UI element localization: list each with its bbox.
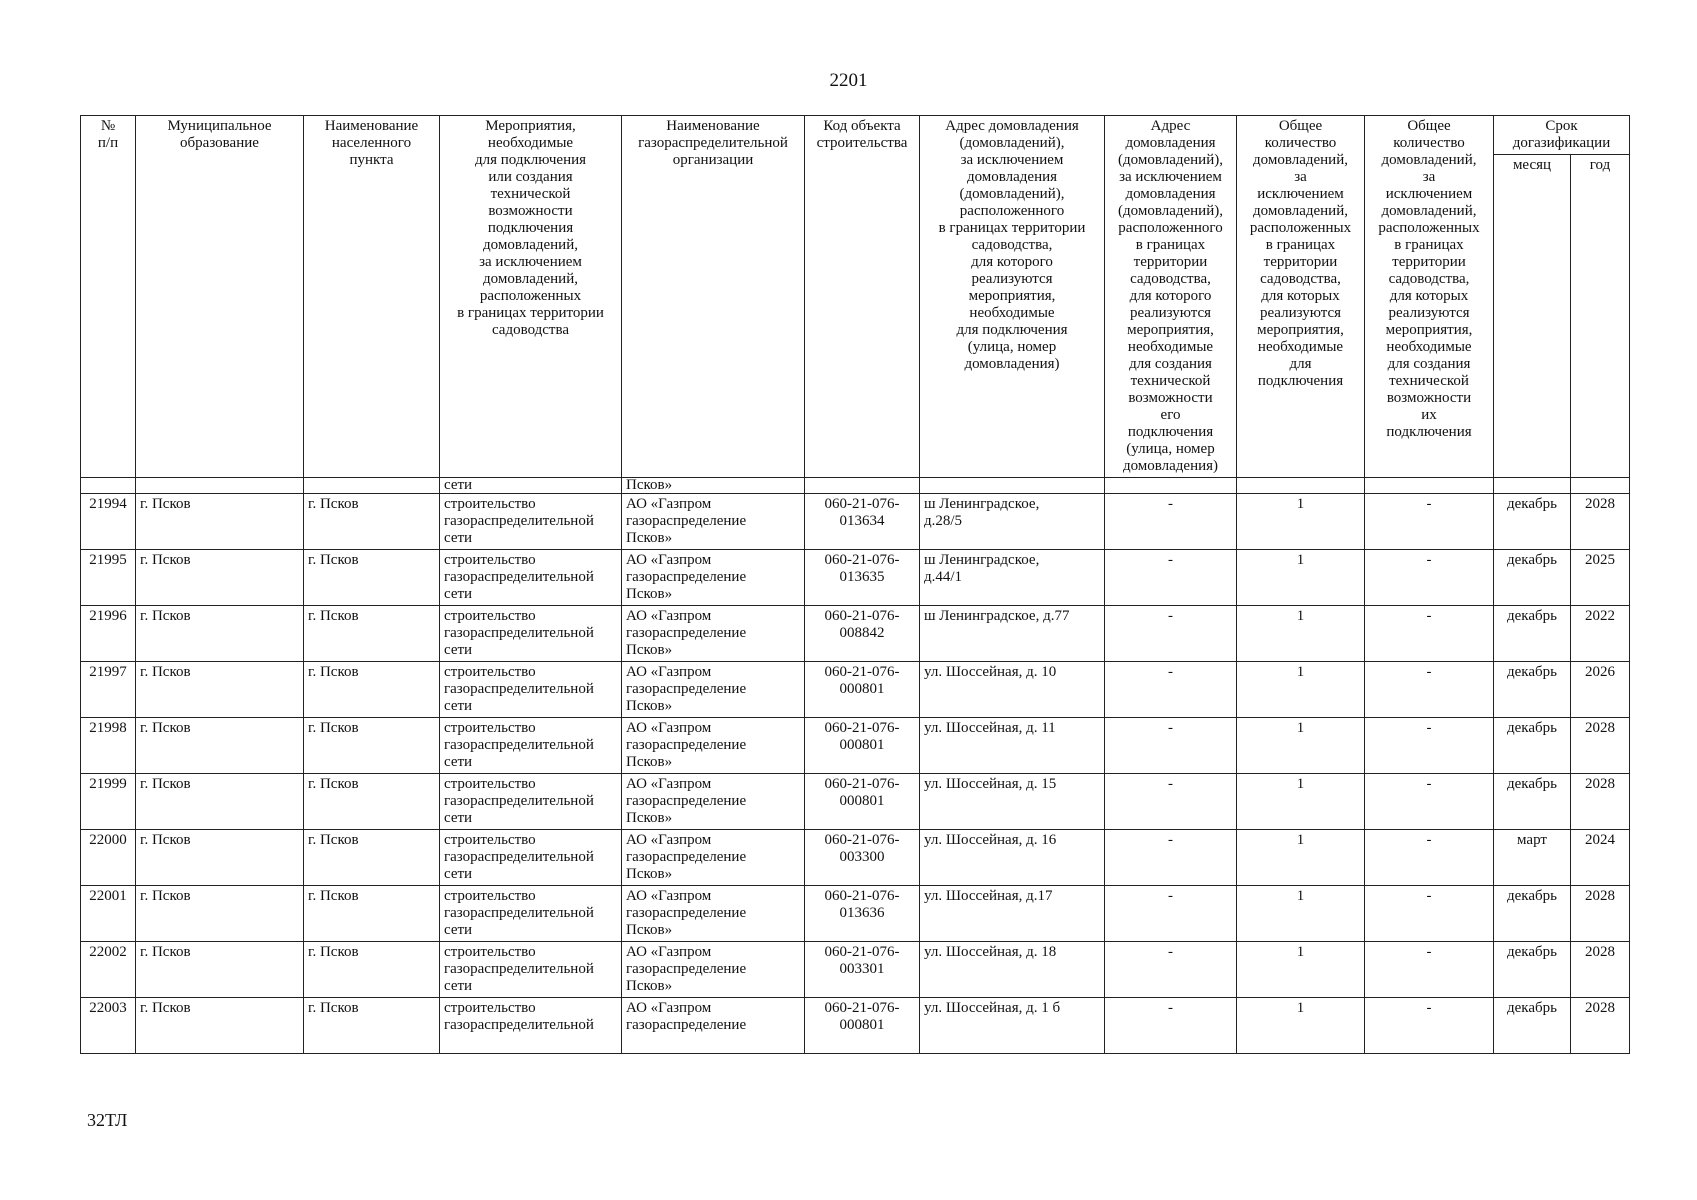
object-code-cell: 060-21-076- 003301	[805, 942, 920, 998]
deadline-month-cell: март	[1494, 830, 1571, 886]
row-number: 22000	[81, 830, 136, 886]
object-code-cell: 060-21-076- 013635	[805, 550, 920, 606]
address-cell: ул. Шоссейная, д. 16	[920, 830, 1105, 886]
total-tech-cell: -	[1365, 494, 1494, 550]
deadline-year-cell: 2028	[1571, 998, 1630, 1054]
object-code-cell: 060-21-076- 000801	[805, 774, 920, 830]
table-row	[81, 774, 1630, 830]
address-cell: ул. Шоссейная, д. 11	[920, 718, 1105, 774]
total-connect-cell: 1	[1237, 718, 1365, 774]
row-number: 22001	[81, 886, 136, 942]
deadline-year-cell: 2028	[1571, 718, 1630, 774]
settlement-cell: г. Псков	[304, 662, 440, 718]
object-code-cell: 060-21-076- 000801	[805, 718, 920, 774]
object-code-cell: 060-21-076- 013636	[805, 886, 920, 942]
gas-org-cell: АО «Газпром газораспределение Псков»	[622, 942, 805, 998]
address-cell: ш Ленинградское, д.28/5	[920, 494, 1105, 550]
measures-cell: строительство газораспределительной сети	[440, 886, 622, 942]
table-row	[81, 998, 1630, 1054]
total-connect-cell: 1	[1237, 606, 1365, 662]
table-row	[81, 830, 1630, 886]
table-row	[81, 942, 1630, 998]
gas-org-cell: АО «Газпром газораспределение Псков»	[622, 550, 805, 606]
settlement-cell: г. Псков	[304, 998, 440, 1054]
total-connect-cell: 1	[1237, 886, 1365, 942]
total-tech-cell: -	[1365, 942, 1494, 998]
address-cell: ул. Шоссейная, д. 18	[920, 942, 1105, 998]
gas-org-cell: АО «Газпром газораспределение Псков»	[622, 774, 805, 830]
municipality-cell: г. Псков	[136, 606, 304, 662]
measures-cell: строительство газораспределительной сети	[440, 774, 622, 830]
header-address: Адрес домовладения (домовладений), за исключением домовладения (домовладений), расположенного в границах территории садоводства, для которого реализуются мероприятия, необходимые для подключения (улица, номер домовладения)	[920, 116, 1105, 478]
measures-cell: строительство газораспределительной сети	[440, 606, 622, 662]
table-row	[81, 718, 1630, 774]
address-garden-cell: -	[1105, 606, 1237, 662]
address-garden-cell: -	[1105, 774, 1237, 830]
total-tech-cell: -	[1365, 550, 1494, 606]
header-measures: Мероприятия, необходимые для подключения или создания технической возможности подключения домовладений, за исключением домовладений, расположенных в границах территории садоводства	[440, 116, 622, 478]
total-connect-cell: 1	[1237, 662, 1365, 718]
total-tech-cell: -	[1365, 998, 1494, 1054]
measures-cell: строительство газораспределительной	[440, 998, 622, 1054]
gas-org-cell: АО «Газпром газораспределение Псков»	[622, 606, 805, 662]
gasification-table	[80, 115, 1630, 1054]
settlement-cell: г. Псков	[304, 774, 440, 830]
address-garden-cell: -	[1105, 998, 1237, 1054]
settlement-cell: г. Псков	[304, 830, 440, 886]
deadline-year-cell: 2024	[1571, 830, 1630, 886]
footer-code: 32ТЛ	[87, 1110, 128, 1130]
settlement-cell: г. Псков	[304, 718, 440, 774]
object-code-cell: 060-21-076- 008842	[805, 606, 920, 662]
measures-cell: строительство газораспределительной сети	[440, 494, 622, 550]
deadline-month-cell: декабрь	[1494, 774, 1571, 830]
gas-org-cell: АО «Газпром газораспределение	[622, 998, 805, 1054]
municipality-cell: г. Псков	[136, 550, 304, 606]
header-deadline: Срок догазификации	[1494, 116, 1630, 155]
total-connect-cell: 1	[1237, 550, 1365, 606]
row-number: 22003	[81, 998, 136, 1054]
deadline-month-cell: декабрь	[1494, 886, 1571, 942]
deadline-year-cell: 2026	[1571, 662, 1630, 718]
continuation-measures: сети	[440, 478, 622, 494]
measures-cell: строительство газораспределительной сети	[440, 662, 622, 718]
deadline-year-cell: 2028	[1571, 774, 1630, 830]
municipality-cell: г. Псков	[136, 662, 304, 718]
continuation-row	[81, 478, 1630, 494]
object-code-cell: 060-21-076- 000801	[805, 662, 920, 718]
address-cell: ул. Шоссейная, д.17	[920, 886, 1105, 942]
header-settlement: Наименование населенного пункта	[304, 116, 440, 478]
total-tech-cell: -	[1365, 718, 1494, 774]
municipality-cell: г. Псков	[136, 998, 304, 1054]
object-code-cell: 060-21-076- 000801	[805, 998, 920, 1054]
table-row	[81, 886, 1630, 942]
settlement-cell: г. Псков	[304, 494, 440, 550]
address-garden-cell: -	[1105, 942, 1237, 998]
header-gas-org: Наименование газораспределительной организации	[622, 116, 805, 478]
row-number: 21996	[81, 606, 136, 662]
deadline-month-cell: декабрь	[1494, 550, 1571, 606]
row-number: 21995	[81, 550, 136, 606]
header-municipality: Муниципальное образование	[136, 116, 304, 478]
header-address-garden: Адрес домовладения (домовладений), за исключением домовладения (домовладений), расположенного в границах территории садоводства, для которого реализуются мероприятия, необходимые для создания технической возможности его подключения (улица, номер домовладения)	[1105, 116, 1237, 478]
header-total-tech: Общее количество домовладений, за исключением домовладений, расположенных в границах территории садоводства, для которых реализуются мероприятия, необходимые для создания технической возможности их подключения	[1365, 116, 1494, 478]
deadline-month-cell: декабрь	[1494, 606, 1571, 662]
row-number: 21997	[81, 662, 136, 718]
gas-org-cell: АО «Газпром газораспределение Псков»	[622, 494, 805, 550]
table-row	[81, 662, 1630, 718]
table-row	[81, 606, 1630, 662]
municipality-cell: г. Псков	[136, 830, 304, 886]
deadline-month-cell: декабрь	[1494, 942, 1571, 998]
total-connect-cell: 1	[1237, 494, 1365, 550]
gas-org-cell: АО «Газпром газораспределение Псков»	[622, 662, 805, 718]
deadline-month-cell: декабрь	[1494, 718, 1571, 774]
total-tech-cell: -	[1365, 774, 1494, 830]
deadline-year-cell: 2028	[1571, 942, 1630, 998]
gas-org-cell: АО «Газпром газораспределение Псков»	[622, 886, 805, 942]
continuation-gas-org: Псков»	[622, 478, 805, 494]
municipality-cell: г. Псков	[136, 942, 304, 998]
deadline-month-cell: декабрь	[1494, 998, 1571, 1054]
object-code-cell: 060-21-076- 003300	[805, 830, 920, 886]
page-number: 2201	[829, 70, 868, 91]
settlement-cell: г. Псков	[304, 942, 440, 998]
address-cell: ул. Шоссейная, д. 15	[920, 774, 1105, 830]
deadline-month-cell: декабрь	[1494, 494, 1571, 550]
measures-cell: строительство газораспределительной сети	[440, 718, 622, 774]
municipality-cell: г. Псков	[136, 494, 304, 550]
measures-cell: строительство газораспределительной сети	[440, 830, 622, 886]
total-tech-cell: -	[1365, 662, 1494, 718]
settlement-cell: г. Псков	[304, 886, 440, 942]
deadline-year-cell: 2022	[1571, 606, 1630, 662]
total-connect-cell: 1	[1237, 830, 1365, 886]
header-code: Код объекта строительства	[805, 116, 920, 478]
settlement-cell: г. Псков	[304, 606, 440, 662]
row-number: 21999	[81, 774, 136, 830]
deadline-year-cell: 2025	[1571, 550, 1630, 606]
address-garden-cell: -	[1105, 718, 1237, 774]
gas-org-cell: АО «Газпром газораспределение Псков»	[622, 830, 805, 886]
total-connect-cell: 1	[1237, 942, 1365, 998]
header-num: № п/п	[81, 116, 136, 478]
address-garden-cell: -	[1105, 662, 1237, 718]
total-connect-cell: 1	[1237, 998, 1365, 1054]
gas-org-cell: АО «Газпром газораспределение Псков»	[622, 718, 805, 774]
header-year: год	[1571, 155, 1630, 478]
total-tech-cell: -	[1365, 606, 1494, 662]
deadline-year-cell: 2028	[1571, 494, 1630, 550]
settlement-cell: г. Псков	[304, 550, 440, 606]
total-tech-cell: -	[1365, 886, 1494, 942]
table-row	[81, 494, 1630, 550]
deadline-month-cell: декабрь	[1494, 662, 1571, 718]
header-month: месяц	[1494, 155, 1571, 478]
address-cell: ш Ленинградское, д.77	[920, 606, 1105, 662]
object-code-cell: 060-21-076- 013634	[805, 494, 920, 550]
total-tech-cell: -	[1365, 830, 1494, 886]
address-cell: ул. Шоссейная, д. 10	[920, 662, 1105, 718]
address-cell: ш Ленинградское, д.44/1	[920, 550, 1105, 606]
row-number: 22002	[81, 942, 136, 998]
table-row	[81, 550, 1630, 606]
row-number: 21994	[81, 494, 136, 550]
municipality-cell: г. Псков	[136, 886, 304, 942]
header-total-connect: Общее количество домовладений, за исключением домовладений, расположенных в границах территории садоводства, для которых реализуются мероприятия, необходимые для подключения	[1237, 116, 1365, 478]
municipality-cell: г. Псков	[136, 774, 304, 830]
address-garden-cell: -	[1105, 830, 1237, 886]
municipality-cell: г. Псков	[136, 718, 304, 774]
deadline-year-cell: 2028	[1571, 886, 1630, 942]
measures-cell: строительство газораспределительной сети	[440, 942, 622, 998]
measures-cell: строительство газораспределительной сети	[440, 550, 622, 606]
address-garden-cell: -	[1105, 550, 1237, 606]
address-cell: ул. Шоссейная, д. 1 б	[920, 998, 1105, 1054]
address-garden-cell: -	[1105, 494, 1237, 550]
total-connect-cell: 1	[1237, 774, 1365, 830]
row-number: 21998	[81, 718, 136, 774]
address-garden-cell: -	[1105, 886, 1237, 942]
